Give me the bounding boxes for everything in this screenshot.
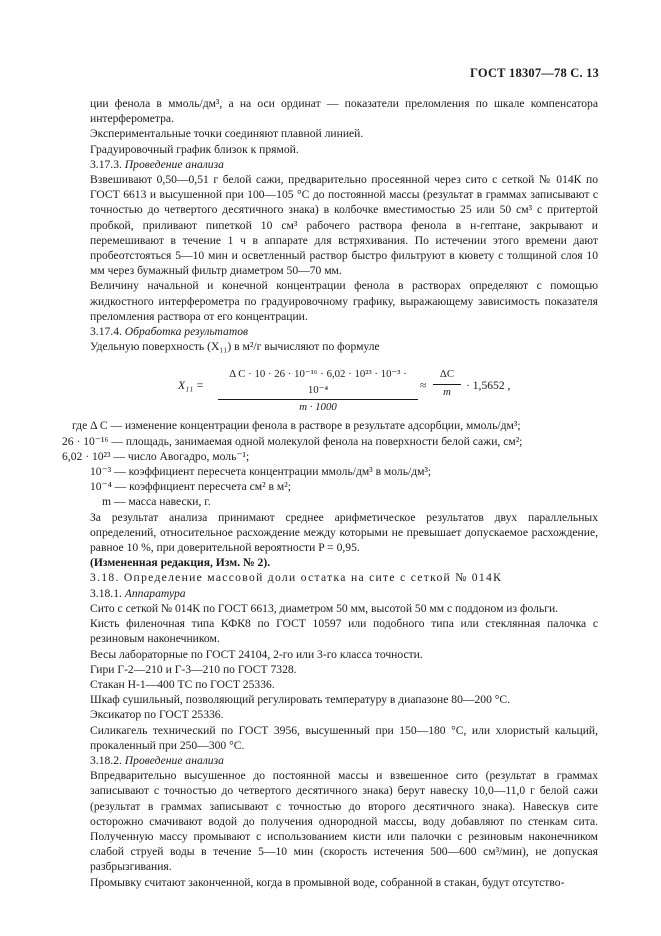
page-header: ГОСТ 18307—78 С. 13: [470, 66, 599, 80]
paragraph: ции фенола в ммоль/дм³, а на оси ординат — показатели преломления по шкале компенсатора интерферометра.: [90, 97, 598, 126]
where-line: 26 · 10⁻¹⁶ — площадь, занимаемая одной молекулой фенола на поверхности белой сажи, см²;: [62, 434, 523, 448]
where-line: 10⁻³ — коэффициент пересчета концентрации ммоль/дм³ в моль/дм³;: [90, 465, 432, 479]
formula-approx: ≈: [420, 379, 427, 393]
formula-numerator-2: ΔC: [433, 367, 461, 384]
section-heading-3-17-4: [90, 324, 598, 339]
formula-lhs: X₁₁ =: [178, 379, 204, 393]
equipment-item: Стакан Н-1—400 ТС по ГОСТ 25336.: [90, 677, 275, 691]
formula-fraction-2: [433, 367, 461, 399]
equipment-item: Эксикатор по ГОСТ 25336.: [90, 708, 224, 722]
section-title: Проведение анализа: [124, 753, 224, 767]
section-number: 3.17.3.: [90, 157, 122, 171]
equipment-item: Сито с сеткой № 014К по ГОСТ 6613, диаметром 50 мм, высотой 50 мм с поддоном из фольги.: [90, 601, 559, 615]
paragraph: Промывку считают законченной, когда в промывной воде, собранной в стакан, будут отсутство-: [90, 875, 565, 889]
paragraph: Впредварительно высушенное до постоянной массы и взвешенное сито (результат в граммах записывают с точностью до четвертого десятичного знака) берут навеску 10,0—11,0 г белой сажи (результат в граммах записывают с точностью до второго десятичного знака). Навескув сите осторожно смачивают водой до получения однородной массы, воду добавляют по стенкам сита. Полученную массу промывают с использованием кисти или палочки с резиновым наконечником слабой струей воды в течение 5—10 мин (скорость истечения 500—600 см³/мин), не допуская разбрызгивания.: [90, 769, 598, 874]
paragraph: Величину начальной и конечной концентрации фенола в растворах определяют с помощью жидкостного интерферометра по градуировочному графику, выражающему зависимость показателя преломления раствора от его концентрации.: [90, 279, 598, 323]
section-heading-3-18-1: [90, 586, 598, 601]
formula-numerator: Δ C · 10 · 26 · 10⁻¹⁶ · 6,02 · 10²³ · 10⁻³ · 10⁻⁴: [218, 367, 418, 399]
equipment-item: Кисть филеночная типа КФК8 по ГОСТ 10597 или подобного типа или стеклянная палочка с резиновым наконечником.: [90, 617, 598, 646]
paragraph: За результат анализа принимают среднее арифметическое результатов двух параллельных определений, относительное расхождение между которыми не превышает допускаемое расхождение, равное 10 %, при доверительной вероятности P = 0,95.: [90, 510, 598, 555]
section-title: Обработка результатов: [124, 325, 249, 339]
section-title: Аппаратура: [124, 586, 186, 600]
where-line: где Δ C — изменение концентрации фенола в растворе в результате адсорбции, ммоль/дм³;: [72, 419, 521, 433]
section-heading-3-18-2: [90, 753, 598, 768]
paragraph: Экспериментальные точки соединяют плавной линией.: [90, 127, 364, 141]
formula-tail: · 1,5652 ,: [466, 379, 511, 393]
formula-denominator-2: m: [443, 385, 451, 398]
document-body: [62, 96, 598, 890]
paragraph: Удельную поверхность (X₁₁) в м²/г вычисляют по формуле: [90, 340, 380, 354]
where-line: m — масса навески, г.: [102, 495, 211, 509]
where-line: 6,02 · 10²³ — число Авогадро, моль⁻¹;: [62, 449, 250, 463]
section-title: Проведение анализа: [124, 157, 224, 171]
equipment-item: Шкаф сушильный, позволяющий регулировать температуру в диапазоне 80—200 °С.: [90, 693, 511, 707]
section-heading-3-17-3: [90, 157, 598, 172]
where-line: 10⁻⁴ — коэффициент пересчета см² в м²;: [90, 480, 291, 494]
section-number: 3.17.4.: [90, 325, 122, 339]
paragraph: Взвешивают 0,50—0,51 г белой сажи, предварительно просеянной через сито с сеткой № 014К по ГОСТ 6613 и высушенной при 100—105 °С до постоянной массы (результат в граммах записывают с точностью до четвертого десятичного знака) в колбочке вместимостью 25 или 50 см³ с притертой пробкой, приливают пипеткой 10 см³ рабочего раствора фенола в н-гептане, закрывают и перемешивают в течение 1 ч в аппарате для встряхивания. По истечении этого времени дают пробеотстояться 5—10 мин и осветленный раствор быстро фильтруют в кювету с толщиной слоя 10 мм через бумажный фильтр диаметром 50—70 мм.: [90, 173, 598, 278]
section-heading-3-18: 3.18. Определение массовой доли остатка на сите с сеткой № 014К: [90, 571, 503, 585]
formula-denominator: m · 1000: [299, 400, 337, 413]
section-number: 3.18.2.: [90, 753, 122, 767]
formula: [90, 364, 598, 413]
edit-note: (Измененная редакция, Изм. № 2).: [90, 556, 271, 570]
section-number: 3.18.1.: [90, 586, 122, 600]
equipment-item: Гири Г-2—210 и Г-3—210 по ГОСТ 7328.: [90, 662, 297, 676]
formula-fraction: [218, 367, 418, 415]
equipment-item: Весы лабораторные по ГОСТ 24104, 2-го или 3-го класса точности.: [90, 647, 423, 661]
equipment-item: Силикагель технический по ГОСТ 3956, высушенный при 150—180 °С, или хлористый кальций, прокаленный при 250—300 °С.: [90, 723, 598, 752]
paragraph: Градуировочный график близок к прямой.: [90, 142, 299, 156]
